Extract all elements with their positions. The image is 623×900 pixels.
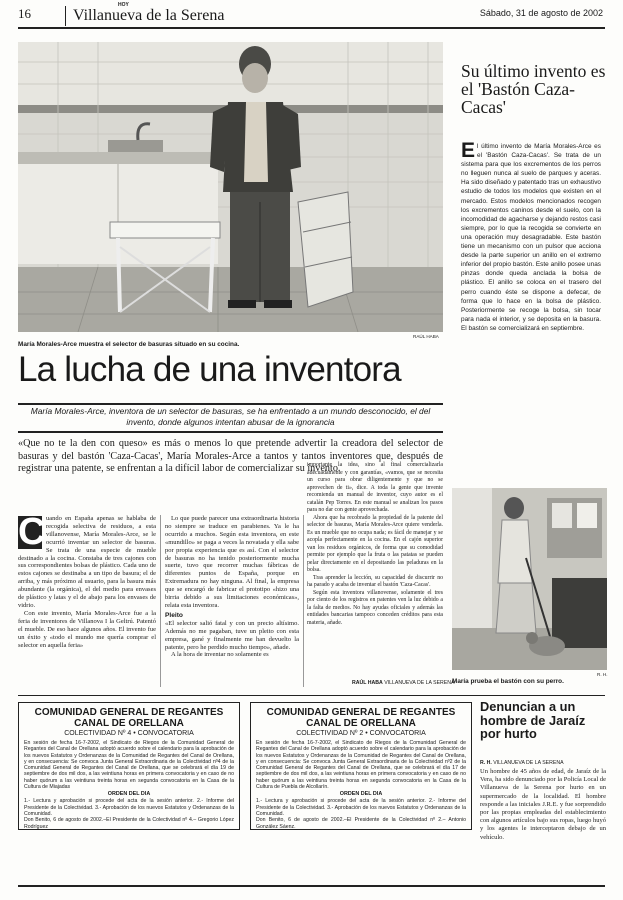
article-col3-p4: Según esta inventora villanovense, solamente el tres por ciento de los registros en patentes ven la luz debido a la falta de medios. No hay ayudas oficiales y además las entidades bancarias tampoco conceden créditos para esta materia, añade.	[307, 589, 443, 626]
main-photo	[18, 42, 443, 332]
sidebar-body	[461, 139, 601, 333]
footer-rule	[18, 885, 605, 887]
article-byline-place: VILLANUEVA DE LA SERENA	[384, 680, 455, 686]
article-col2-p1: Lo que puede parecer una extraordinaria historia no siempre se traduce en parabienes. Ya le ha ocurrido a muchos. Según esta inventora, en este «mundillo» se paga a veces la novatada y ella sabe por propia experiencia que es así. Con el selector de basuras no ha tenido posteriormente mucha suerte, tuvo que recorrer muchas fábricas de diferentes puntos de España, porque en Extremadura no hay ninguna. Al final, la empresa que se encargó de fabricar el prototipo «hizo una birria debido a sus limitaciones económicas», relata esta inventora.	[165, 515, 299, 609]
article-dropcap: C	[18, 511, 46, 553]
sidebar-dropcap: E	[461, 139, 476, 162]
main-photo-credit: RAÚL HABA	[413, 334, 439, 339]
sidebar-photo-credit: R. H.	[597, 672, 608, 677]
notice-colectividad-4	[18, 702, 240, 830]
notice1-od-title: ORDEN DEL DIA	[107, 791, 151, 798]
article-col3-p2: Ahora que ha recobrado la propiedad de la patente del selector de basuras, María Morales-Arce quiere venderla. Es un mueble que no ocupa nada; es fácil de manejar y se acopla perfectamente en la cocina. En el cajón superior van los residuos orgánicos, de forma que su comodidad permite por ejemplo que la fruta o las patatas se pueden pelar directamente en el depositando las peladuras en la bolsa.	[307, 514, 443, 573]
brief-text: Un hombre de 45 años de edad, de Jaraíz de la Vera, ha sido denunciado por la Policía Local de Villanueva de la Serena por hurto en un supermercado de la localidad. El hombre responde a las iniciales J.R.E. y fue sorprendido por las propias empleadas del establecimiento con algunos artículos bajo sus ropas, luego huyó y los agentes le interceptaron debajo de un vehículo.	[480, 768, 607, 841]
sidebar-photo-caption: María prueba el bastón con su perro.	[452, 678, 564, 685]
headline: La lucha de una inventora	[18, 350, 401, 389]
notice1-subtitle: COLECTIVIDAD Nº 4 • CONVOCATORIA	[64, 730, 194, 737]
article-col2-heading: Pleito	[165, 611, 183, 619]
headline-rule-bottom	[18, 431, 443, 433]
notice2-title-line1: COMUNIDAD GENERAL DE REGANTES	[266, 707, 456, 718]
notice2-signature: Don Benito, 6 de agosto de 2002.–El Presidente de la Colectividad nº 2.– Antonio González Sáenz.	[256, 817, 466, 830]
column-divider-1	[160, 515, 161, 687]
notice2-od-title: ORDEN DEL DIA	[339, 791, 383, 798]
brief-byline	[480, 760, 564, 766]
article-byline-name: RAÚL HABA	[352, 680, 383, 686]
notice2-title-line2: CANAL DE ORELLANA	[306, 718, 416, 729]
header-tick	[65, 6, 66, 26]
notice1-title-line1: COMUNIDAD GENERAL DE REGANTES	[34, 707, 224, 718]
kicker: HOY	[118, 2, 129, 8]
article-col3-p1: importante la idea, sino al final comercializarla adecuadamente y con garantías, «vamos, que se necesita un curso para obrar diligentemente y que no se aprovechen de ti», dice. A toda la gente que invente recomienda un manual de inventor, cuyo autor es el catalán Pep Torres. En este manual se analizan los pasos para no dar con gente aprovechada.	[307, 462, 443, 513]
page-date: Sábado, 31 de agosto de 2002	[479, 8, 603, 18]
headline-rule-top	[18, 403, 443, 405]
article-col-3	[307, 462, 443, 627]
notice1-signature: Don Benito, 6 de agosto de 2002.–El Presidente de la Colectividad nº 4.– Gregorio López Rodríguez	[24, 817, 234, 830]
main-photo-caption: María Morales-Arce muestra el selector de basuras situado en su cocina.	[18, 341, 240, 348]
article-col-1	[18, 511, 156, 649]
section-title: Villanueva de la Serena	[73, 7, 225, 24]
notice1-title-line2: CANAL DE ORELLANA	[74, 718, 184, 729]
notice-colectividad-2	[250, 702, 472, 830]
article-byline	[352, 680, 454, 686]
column-divider-2	[303, 515, 304, 687]
article-col1-p1: uando en España apenas se hablaba de recogida selectiva de residuos, a esta villanovense, María Morales-Arce, se le ocurrió inventar un selector de basuras. Se trata de una especie de mueble destinado a la cocina. Constaba de tres cajones con sus correspondientes bolsas de plástico. Cada uno de estos cajones se destinaba a un tipo de basura; el de arriba, y más próximo al usuario, para la basura más abundante (la orgánica), el del medio para envases de plástico y latas y el de abajo para los envases de vidrio.	[18, 515, 156, 609]
notice1-items: 1.- Lectura y aprobación si procede del acta de la sesión anterior. 2.- Informe del Presidente de la Colectividad. 3.- Aprobación de los nuevos Estatutos y Ordenanzas de la Comunidad.	[24, 798, 234, 817]
notice2-text: En sesión de fecha 16-7-2002, el Sindicato de Riegos de la Comunidad General de Regantes del Canal de Orellana adoptó acuerdo sobre el calendario para la aprobación de los nuevos Estatutos y Ordenanzas de la Comunidad de Regantes del Canal de Orellana, y en consecuencia: Se convoca Junta General Extraordinaria de la Colectividad nº2 de la Comunidad General de Regantes del Canal de Orellana, que se celebrará el día 17 de septiembre de dos mil dos, a las veintiuna horas en primera convocatoria y en caso de no haber quórum a las veintiuna treinta horas en segunda convocatoria en la Casa de la Cultura de Puebla de Alcollarín.	[256, 740, 466, 791]
brief-byline-name: R. H.	[480, 760, 492, 766]
sidebar-text: l último invento de María Morales-Arce es el 'Bastón Caza-Cacas'. Se trata de un sistema para que los excrementos de los perros no lleguen nunca al suelo de parques y aceras. Ha sido diseñado y patentado tras un exhaustivo estudio de todos los modelos que existen en el mercado. Estos modelos mencionados recogen los excrementos caninos desde el suelo, con la incomodidad de agacharse y dejando restos casi siempre, por lo que la recogida se convierte en una operación muy desagradable. Este bastón tiene un mecanismo con un pulsor que acciona desde la parte superior un anillo en el extremo inferior del propio bastón. Este anillo posee unas pinzas donde queda anclada la bolsa de plástico. El anillo se coloca en el trasero del perro cuando éste se dispone a defecar, de forma que lo hace en la bolsa de plástico. Posteriormente se recoge la bolsa, sin tocar para nada el interior, y se deposita en la basura. El bastón se comercializará en septiembre.	[461, 143, 601, 332]
article-col3-p3: Tras aprender la lección, su capacidad de discurrir no ha parado y acaba de inventar el bastón 'Caza-Cacas'.	[307, 574, 443, 588]
article-col-2	[165, 515, 299, 659]
article-col1-p2: Con este invento, María Morales-Arce fue a la feria de inventores de Villanova I la Geltrú. Patentó el mueble. De eso hace algunos años. El invento fue un éxito y «todo el mundo me quería comprar el selector en aquella feria»	[18, 609, 156, 649]
sidebar-photo	[452, 488, 607, 670]
subheadline: María Morales-Arce, inventora de un selector de basuras, se ha enfrentado a un mundo desconocido, el del invento, donde algunos intentan abusar de la ignorancia	[30, 406, 431, 427]
notice1-text: En sesión de fecha 16-7-2002, el Sindicato de Riegos de la Comunidad General de Regantes del Canal de Orellana adoptó acuerdo sobre el calendario para la aprobación de los nuevos Estatutos y Ordenanzas de la Comunidad de Regantes del Canal de Orellana, y en consecuencia: Se convoca Junta General Extraordinaria de la Colectividad nº4 de la Comunidad General de Regantes del Canal de Orellana, que se celebrará el día 19 de septiembre de dos mil dos, a las veintiuna horas en primera convocatoria y en caso de no haber quórum a las veintiuna treinta horas en segunda convocatoria en la Casa de la Cultura de Miajadas	[24, 740, 234, 791]
bottom-section-rule	[18, 695, 605, 696]
notice2-items: 1.- Lectura y aprobación si procede del acta de la sesión anterior. 2.- Informe del Presidente de la Colectividad. 3.- Aprobación de los nuevos Estatutos y Ordenanzas de la Comunidad.	[256, 798, 466, 817]
article-col2-p2: «El selector salió fatal y con un precio altísimo. Además no me pagaban, tuve un pleito con esta empresa, gané y finalmente me han devuelto la patente, pero he perdido mucho tiempo», añade.	[165, 619, 299, 651]
kitchen-photo-illustration	[18, 42, 443, 332]
brief-headline: Denuncian a un hombre de Jaraíz por hurto	[480, 699, 586, 742]
dog-photo-illustration	[452, 488, 607, 670]
notice2-subtitle: COLECTIVIDAD Nº 2 • CONVOCATORIA	[296, 730, 426, 737]
article-lead: «Que no te la den con queso» es más o menos lo que pretende advertir la creadora del selector de basuras y del bastón 'Caza-Cacas', María Morales-Arce a tantos y tantos inventores que, después de registrar una patente, se enfrentan a la difícil labor de comercializar su invento.	[18, 438, 443, 474]
header-rule	[18, 27, 605, 29]
page-number: 16	[18, 6, 31, 21]
brief-byline-place: VILLANUEVA DE LA SERENA	[493, 760, 564, 766]
sidebar-title: Su último invento es el 'Bastón Caza-Cacas'	[461, 61, 606, 117]
article-col2-p3: A la hora de inventar no solamente es	[171, 651, 269, 659]
